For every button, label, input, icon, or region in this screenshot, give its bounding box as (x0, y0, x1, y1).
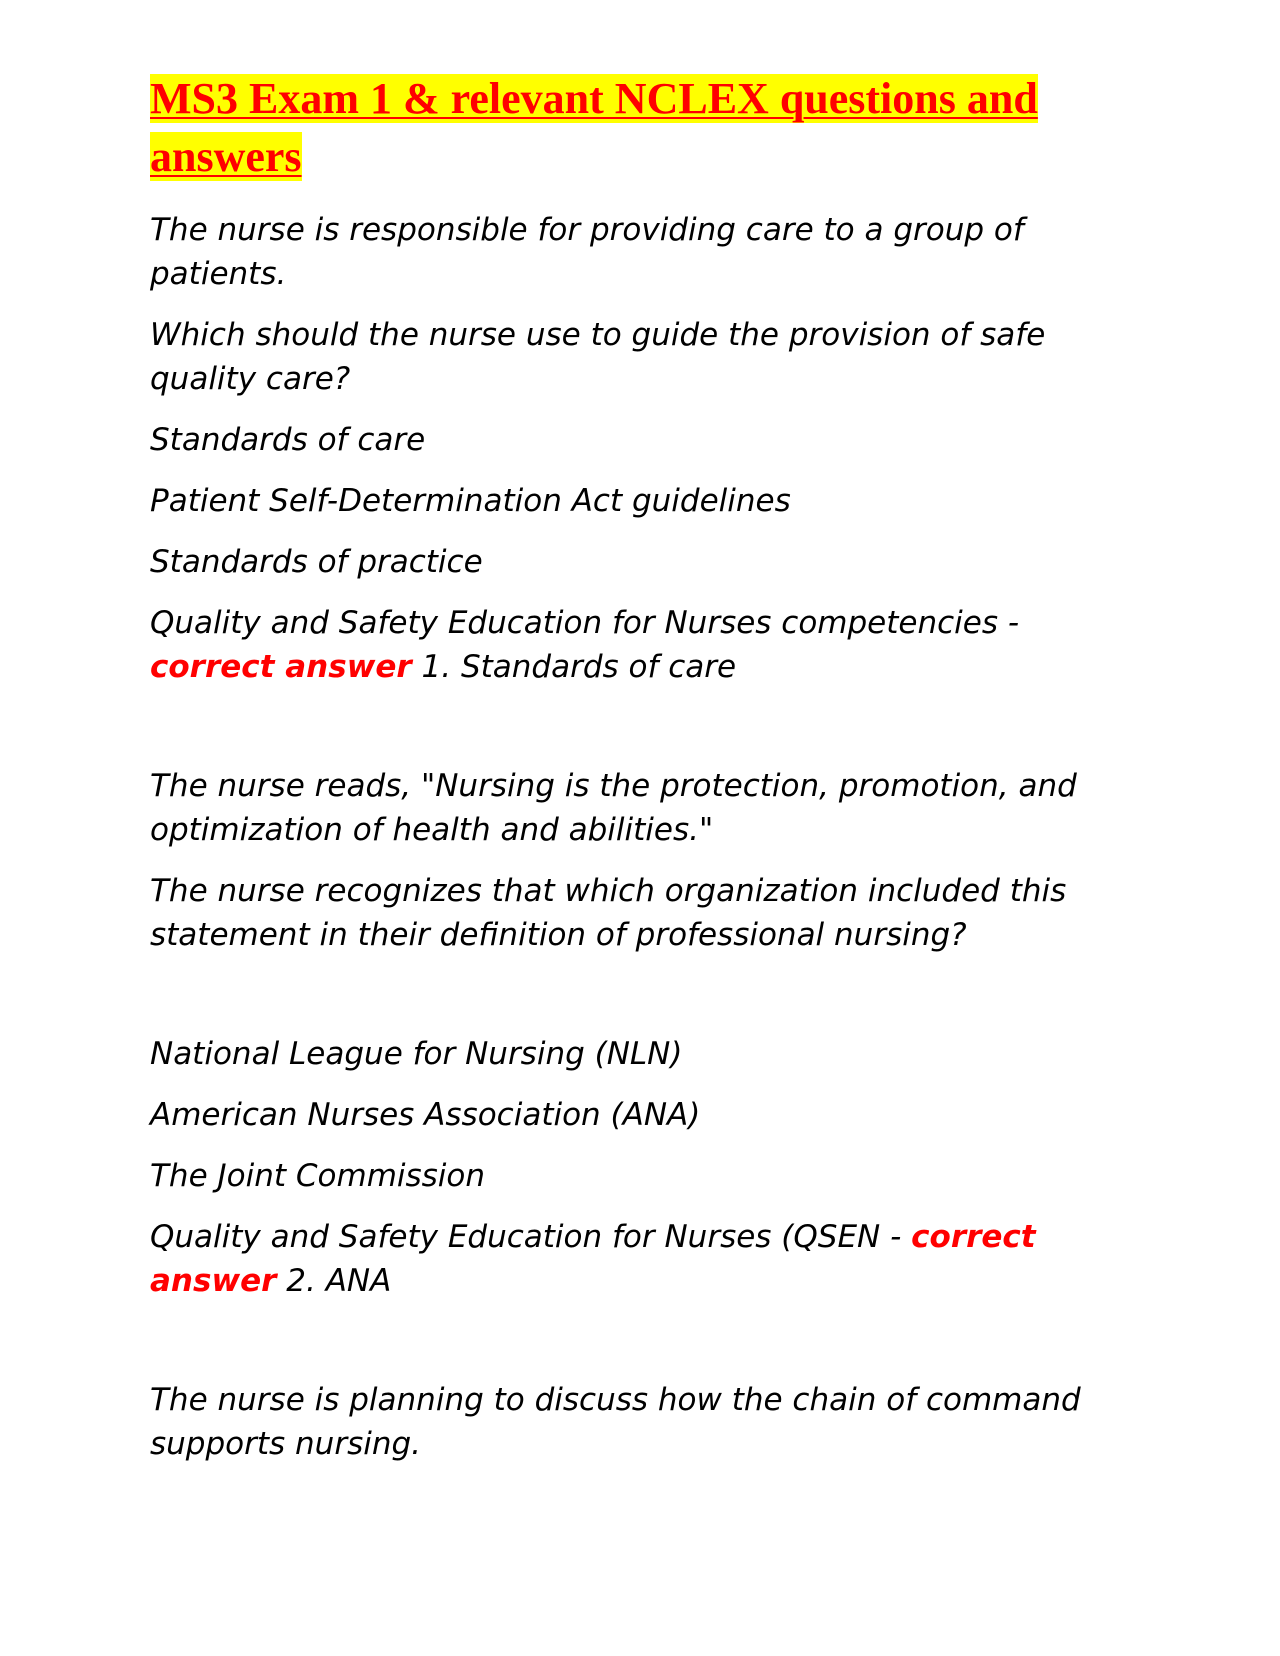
document-body (150, 70, 1130, 1483)
document-title (150, 70, 1130, 186)
q1-option-1: Standards of care (150, 422, 426, 458)
q2-option-3: The Joint Commission (150, 1158, 486, 1194)
q3-stem-1: The nurse is planning to discuss how the chain of command supports nursing. (150, 1382, 1081, 1462)
q1-option-2: Patient Self-Determination Act guidelines (150, 483, 791, 519)
q2-option-1: National League for Nursing (NLN) (150, 1036, 683, 1072)
spacer (150, 1320, 1130, 1378)
q2-option-2: American Nurses Association (ANA) (150, 1097, 701, 1133)
q2-stem-2: The nurse recognizes that which organization included this statement in their definition of professional nursing? (150, 873, 1067, 953)
spacer (150, 706, 1130, 764)
q1-option-3: Standards of practice (150, 544, 483, 580)
document-title-text: MS3 Exam 1 & relevant NCLEX questions and answers (150, 74, 1038, 181)
q1-answer-label: correct answer (150, 649, 412, 685)
q1-option-4-with-answer (150, 601, 1130, 689)
q2-answer-label: correct answer (150, 1219, 1036, 1299)
q2-answer-text: 2. ANA (276, 1263, 392, 1299)
q2-option-4: Quality and Safety Education for Nurses (QSEN - (150, 1219, 912, 1255)
q1-stem-1: The nurse is responsible for providing care to a group of patients. (150, 212, 1024, 292)
spacer (150, 974, 1130, 1032)
q1-answer-text: 1. Standards of care (411, 649, 737, 685)
q1-stem-2: Which should the nurse use to guide the provision of safe quality care? (150, 317, 1046, 397)
q1-option-4: Quality and Safety Education for Nurses competencies - (150, 605, 1020, 641)
q2-stem-1: The nurse reads, "Nursing is the protection, promotion, and optimization of health and abilities." (150, 768, 1077, 848)
q2-option-4-with-answer (150, 1215, 1130, 1303)
